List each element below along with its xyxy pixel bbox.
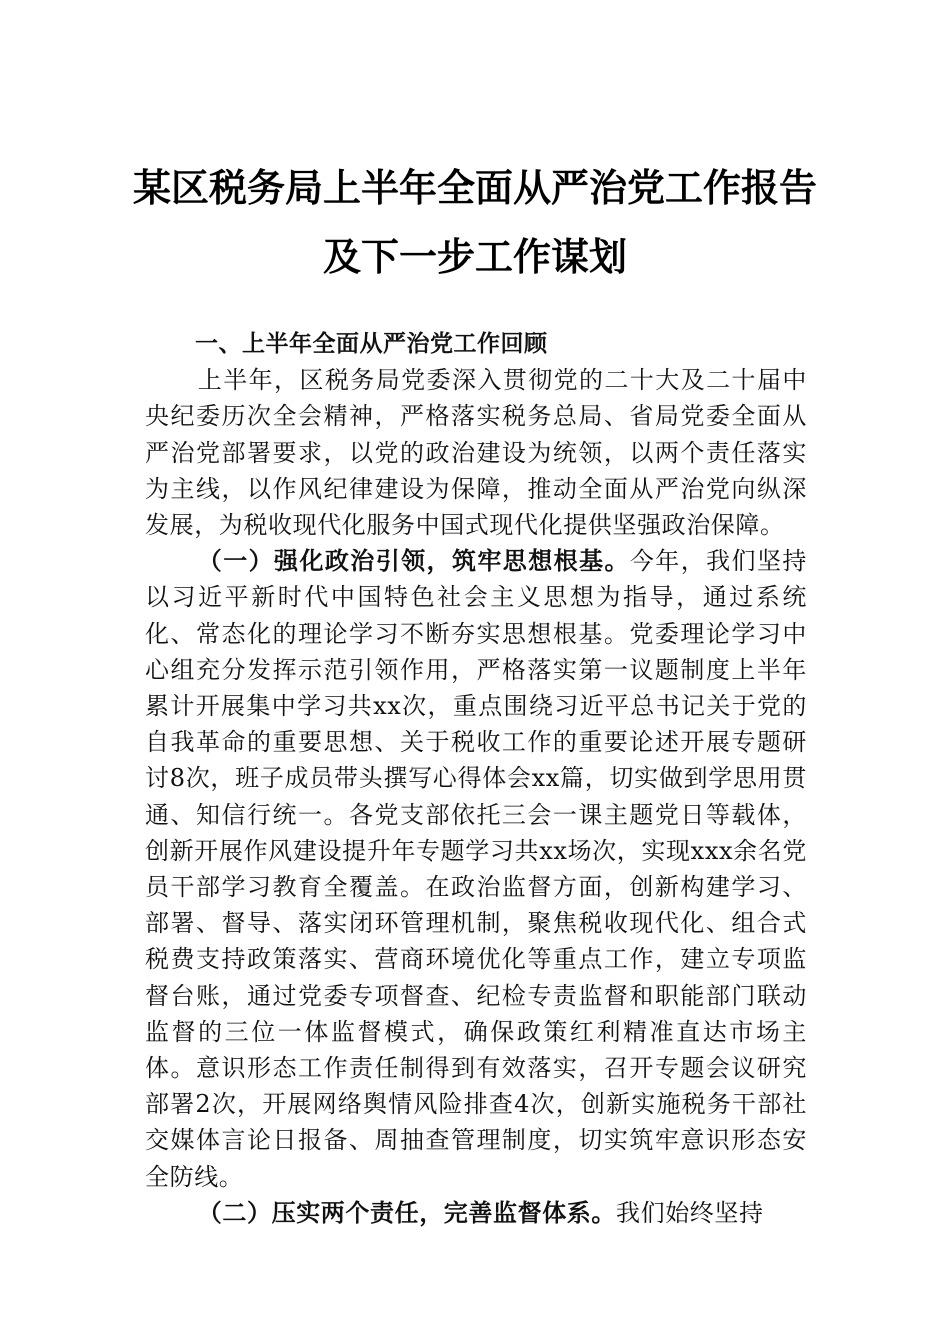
document-body xyxy=(145,326,807,1231)
document-title-line-2: 及下一步工作谋划 xyxy=(322,234,627,279)
paragraph-political-guidance-text: 今年，我们坚持以习近平新时代中国特色社会主义思想为指导，通过系统化、常态化的理论学习不断夯实思想根基。党委理论学习中心组充分发挥示范引领作用，严格落实第一议题制度上半年累计开展集中学习共xx次，重点围绕习近平总书记关于党的自我革命的重要思想、关于税收工作的重要论述开展专题研讨8次，班子成员带头撰写心得体会xx篇，切实做到学思用贯通、知信行统一。各党支部依托三会一课主题党日等载体，创新开展作风建设提升年专题学习共xx场次，实现xxx余名党员干部学习教育全覆盖。在政治监督方面，创新构建学习、部署、督导、落实闭环管理机制，聚焦税收现代化、组合式税费支持政策落实、营商环境优化等重点工作，建立专项监督台账，通过党委专项督查、纪检专责监督和职能部门联动监督的三位一体监督模式，确保政策红利精准直达市场主体。意识形态工作责任制得到有效落实，召开专题会议研究部署2次，开展网络舆情风险排查4次，创新实施税务干部社交媒体言论日报备、周抽查管理制度，切实筑牢意识形态安全防线。 xyxy=(145,547,807,1191)
paragraph-political-guidance xyxy=(145,543,807,1195)
subheading-political-guidance: （一）强化政治引领，筑牢思想根基。 xyxy=(197,547,630,576)
paragraph-two-responsibilities xyxy=(145,1195,807,1231)
paragraph-two-responsibilities-text: 我们始终坚持 xyxy=(616,1198,764,1227)
subheading-two-responsibilities: （二）压实两个责任，完善监督体系。 xyxy=(197,1198,616,1227)
paragraph-overview: 上半年，区税务局党委深入贯彻党的二十大及二十届中央纪委历次全会精神，严格落实税务总局、省局党委全面从严治党部署要求，以党的政治建设为统领，以两个责任落实为主线，以作风纪律建设为保障，推动全面从严治党向纵深发展，为税收现代化服务中国式现代化提供坚强政治保障。 xyxy=(145,366,807,540)
document-title-line-1: 某区税务局上半年全面从严治党工作报告 xyxy=(132,165,817,210)
section-heading-review: 一、上半年全面从严治党工作回顾 xyxy=(195,331,548,357)
